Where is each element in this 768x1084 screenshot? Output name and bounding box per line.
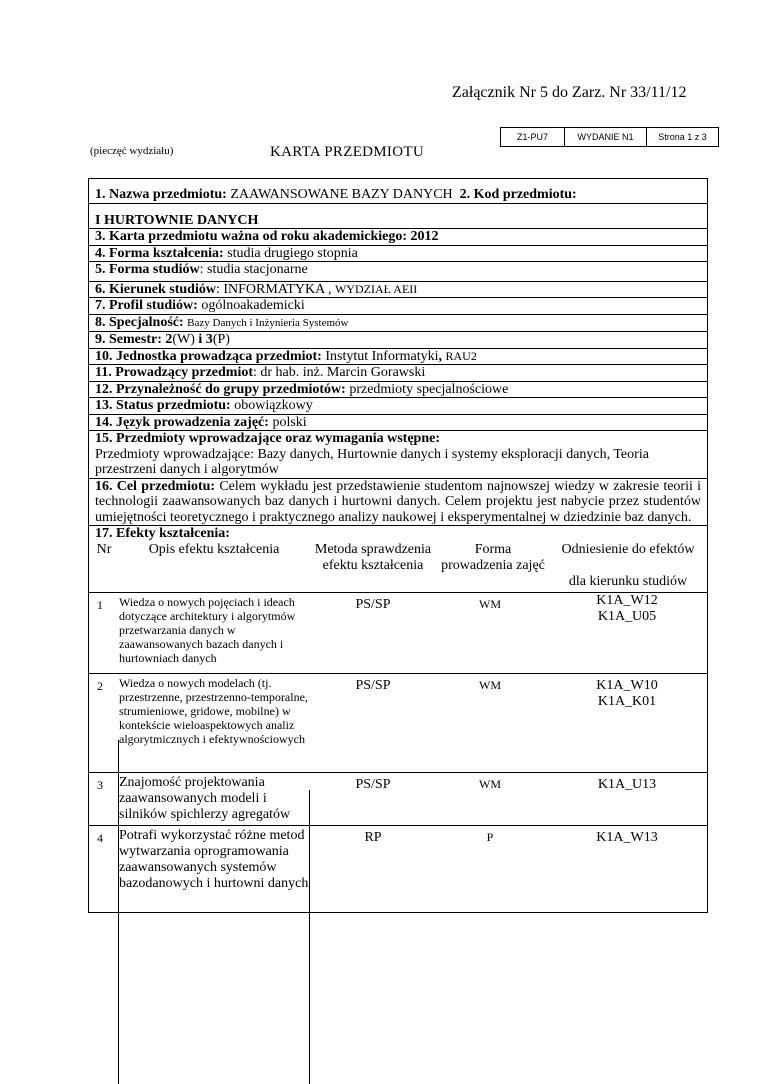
header-reference: Odniesienie do efektów dla kierunku studiów	[561, 541, 695, 589]
effect-nr: 2	[97, 678, 103, 693]
page-number: Strona 1 z 3	[647, 128, 719, 147]
effects-table-header	[89, 542, 707, 593]
effect-method: PS/SP	[355, 776, 391, 792]
document-code-table	[500, 127, 719, 147]
field-prerequisites: 15. Przedmioty wprowadzające oraz wymagania wstępne: Przedmioty wprowadzające: Bazy danych, Hurtownie danych i systemy eksploracji danych, Teoria przestrzeni danych i algorytmów	[89, 431, 707, 479]
effect-description: Znajomość projektowania zaawansowanych modeli i silników spichlerzy agregatów	[119, 774, 291, 822]
field-study-form: 5. Forma studiów: studia stacjonarne	[89, 262, 707, 282]
effect-method: RP	[364, 829, 382, 845]
column-divider	[309, 790, 310, 1084]
effect-row	[89, 673, 707, 772]
field-course-name-cont: I HURTOWNIE DANYCH	[89, 204, 707, 230]
field-status: 13. Status przedmiotu: obowiązkowy	[89, 398, 707, 415]
header-form: Forma prowadzenia zajęć	[441, 541, 545, 573]
field-study-profile: 7. Profil studiów: ogólnoakademicki	[89, 298, 707, 315]
effect-reference: K1A_W10 K1A_K01	[596, 677, 658, 709]
effect-form: WM	[479, 677, 501, 692]
effect-form: WM	[479, 776, 501, 791]
faculty-stamp: (pieczęć wydziału)	[90, 145, 174, 157]
field-unit: 10. Jednostka prowadząca przedmiot: Instytut Informatyki, RAU2	[89, 349, 707, 366]
column-divider	[118, 740, 119, 1084]
course-card	[88, 178, 708, 913]
field-education-form: 4. Forma kształcenia: studia drugiego stopnia	[89, 246, 707, 263]
effect-description: Wiedza o nowych modelach (tj. przestrzenne, przestrzenno-temporalne, strumieniowe, gridowe, mobilne) w kontekście wieloaspektowych analiz algorytmicznych i efektywnościowych	[119, 675, 308, 746]
field-course-goal: 16. Cel przedmiotu: Celem wykładu jest przedstawienie studentom najnowszej wiedzy w zakresie teorii i technologii zaawansowanych baz danych i hurtowni danych. Celem projektu jest nabycie przez studentów umiejętności teoretycznego i praktycznego analizy naukowej i eksperymentalnej w dziedzinie baz danych.	[89, 479, 707, 527]
field-language: 14. Język prowadzenia zajęć: polski	[89, 415, 707, 432]
header-description: Opis efektu kształcenia	[148, 541, 280, 557]
effect-form: WM	[479, 596, 501, 611]
header-nr: Nr	[96, 541, 112, 557]
field-subject-group: 12. Przynależność do grupy przedmiotów: przedmioty specjalnościowe	[89, 382, 707, 399]
field-course-name: 1. Nazwa przedmiotu: ZAAWANSOWANE BAZY DANYCH 2. Kod przedmiotu:	[89, 179, 707, 204]
field-field-of-study: 6. Kierunek studiów: INFORMATYKA , WYDZIAŁ AEII	[89, 282, 707, 299]
effect-method: PS/SP	[355, 596, 391, 612]
effect-form: P	[486, 829, 494, 844]
field-specialization: 8. Specjalność: Bazy Danych i Inżynieria Systemów	[89, 315, 707, 333]
effect-method: PS/SP	[355, 677, 391, 693]
effects-section-title: 17. Efekty kształcenia:	[95, 526, 230, 541]
field-semester: 9. Semestr: 2(W) i 3(P)	[89, 332, 707, 349]
annex-reference: Załącznik Nr 5 do Zarz. Nr 33/11/12	[452, 84, 687, 101]
effect-row	[89, 772, 707, 825]
header-method: Metoda sprawdzenia efektu kształcenia	[314, 541, 432, 573]
edition-code: WYDANIE N1	[565, 128, 647, 147]
effect-row	[89, 593, 707, 673]
effect-reference: K1A_W13	[596, 829, 658, 845]
field-lecturer: 11. Prowadzący przedmiot: dr hab. inż. Marcin Gorawski	[89, 365, 707, 382]
field-validity: 3. Karta przedmiotu ważna od roku akademickiego: 2012	[89, 229, 707, 246]
effect-nr: 4	[97, 830, 103, 845]
form-code: Z1-PU7	[501, 128, 565, 147]
effect-description: Potrafi wykorzystać różne metod wytwarzania oprogramowania zaawansowanych systemów bazodanowych i hurtowni danych	[119, 827, 309, 891]
effect-description: Wiedza o nowych pojęciach i ideach dotyczące architektury i algorytmów przetwarzania danych w zaawansowanych bazach danych i hurtowniach danych	[119, 594, 296, 665]
effect-reference: K1A_W12 K1A_U05	[596, 592, 658, 624]
effect-reference: K1A_U13	[597, 776, 657, 792]
effect-nr: 1	[97, 597, 103, 612]
effect-row	[89, 825, 707, 912]
effect-nr: 3	[97, 777, 103, 792]
document-title: KARTA PRZEDMIOTU	[270, 144, 424, 160]
